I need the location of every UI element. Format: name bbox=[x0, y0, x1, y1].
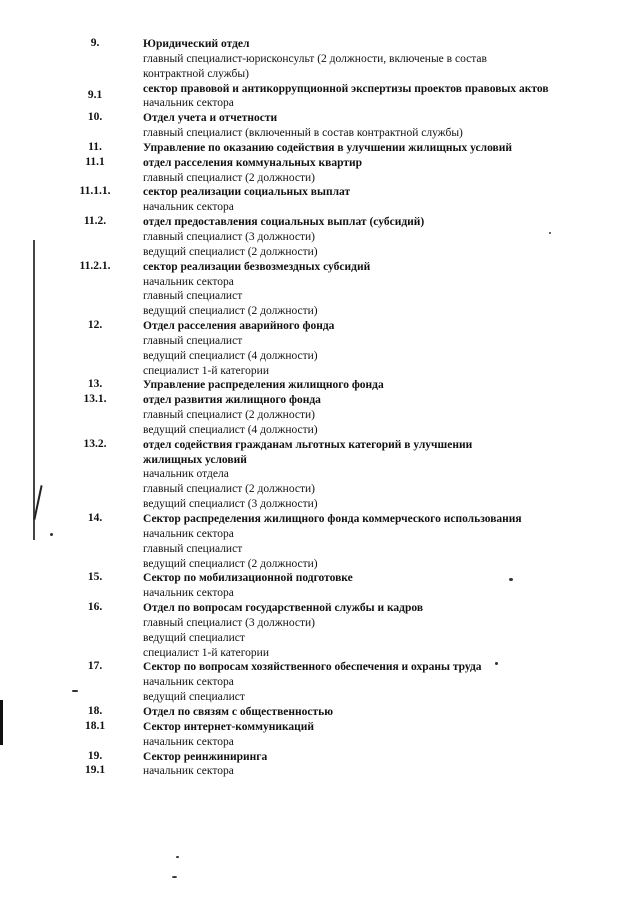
item-number: 11. bbox=[88, 140, 102, 153]
item-number: 11.2.1. bbox=[79, 259, 111, 272]
item-line: ведущий специалист bbox=[143, 691, 245, 704]
item-line: ведущий специалист (3 должности) bbox=[143, 498, 318, 511]
item-line: ведущий специалист (2 должности) bbox=[143, 557, 318, 570]
list-item bbox=[0, 571, 640, 601]
list-item bbox=[0, 393, 640, 438]
item-title: Отдел по связям с общественностью bbox=[143, 705, 334, 718]
item-title: Отдел учета и отчетности bbox=[143, 112, 278, 125]
item-line: начальник сектора bbox=[143, 275, 234, 288]
item-number: 18.1 bbox=[84, 719, 106, 732]
item-title: Сектор по вопросам хозяйственного обеспечения и охраны труда bbox=[143, 661, 482, 674]
item-number: 15. bbox=[87, 571, 103, 584]
list-item bbox=[0, 660, 640, 705]
item-line: ведущий специалист (4 должности) bbox=[143, 423, 318, 436]
item-line: главный специалист (2 должности) bbox=[143, 409, 315, 422]
item-line: начальник сектора bbox=[143, 587, 234, 600]
item-number: 11.1 bbox=[85, 155, 105, 168]
item-title: отдел развития жилищного фонда bbox=[143, 394, 321, 407]
item-line: начальник сектора bbox=[143, 735, 234, 748]
list-item bbox=[0, 705, 640, 720]
item-title: Управление по оказанию содействия в улучшении жилищных условий bbox=[143, 141, 513, 154]
item-line: начальник сектора bbox=[143, 676, 234, 689]
item-line: начальник сектора bbox=[143, 527, 234, 540]
item-number: 13.2. bbox=[83, 437, 107, 450]
item-number: 9. bbox=[90, 37, 100, 49]
list-item bbox=[0, 141, 640, 156]
item-line: главный специалист bbox=[143, 542, 243, 555]
item-number: 11.2. bbox=[83, 215, 107, 228]
item-line: специалист 1-й категории bbox=[143, 364, 269, 377]
item-line: ведущий специалист (4 должности) bbox=[143, 349, 318, 362]
item-number: 16. bbox=[87, 601, 103, 614]
item-title: отдел содействия гражданам льготных категорий в улучшении жилищных условий bbox=[143, 438, 473, 466]
item-line: главный специалист (включенный в состав контрактной службы) bbox=[143, 127, 463, 140]
item-title: сектор реализации безвозмездных субсидий bbox=[143, 260, 371, 273]
item-line: главный специалист (2 должности) bbox=[143, 483, 315, 496]
item-line: главный специалист bbox=[143, 290, 243, 303]
scan-speck bbox=[176, 856, 179, 858]
list-item bbox=[0, 601, 640, 660]
item-number: 10. bbox=[87, 111, 103, 124]
item-line: ведущий специалист bbox=[143, 631, 245, 644]
item-title: Сектор распределения жилищного фонда коммерческого использования bbox=[143, 513, 522, 525]
item-line: начальник сектора bbox=[143, 201, 234, 214]
item-title: отдел предоставления социальных выплат (субсидий) bbox=[143, 216, 425, 229]
item-line: начальник сектора bbox=[143, 97, 234, 110]
item-title: сектор правовой и антикоррупционной экспертизы проектов правовых актов bbox=[143, 82, 549, 95]
item-title: Юридический отдел bbox=[143, 38, 250, 50]
item-line: контрактной службы) bbox=[143, 67, 249, 80]
item-line: главный специалист (3 должности) bbox=[143, 616, 315, 629]
item-title: Сектор по мобилизационной подготовке bbox=[143, 572, 353, 585]
item-number: 19.1 bbox=[84, 764, 106, 777]
item-title: сектор реализации социальных выплат bbox=[143, 186, 351, 199]
item-line: главный специалист (2 должности) bbox=[143, 171, 315, 184]
item-number: 13. bbox=[87, 378, 103, 391]
item-title: отдел расселения коммунальных квартир bbox=[143, 156, 363, 169]
list-item bbox=[0, 156, 640, 186]
item-title: Отдел расселения аварийного фонда bbox=[143, 320, 335, 333]
item-number: 12. bbox=[87, 319, 103, 332]
item-line: главный специалист (3 должности) bbox=[143, 230, 315, 243]
item-title: Управление распределения жилищного фонда bbox=[143, 379, 384, 392]
item-number: 19. bbox=[87, 749, 103, 762]
list-item bbox=[0, 215, 640, 260]
list-item bbox=[0, 764, 640, 779]
list-item bbox=[0, 260, 640, 319]
item-line: главный специалист bbox=[143, 334, 243, 347]
item-title: Отдел по вопросам государственной службы и кадров bbox=[143, 602, 424, 615]
scan-speck bbox=[172, 876, 177, 878]
list-item bbox=[0, 37, 640, 82]
item-number: 14. bbox=[87, 512, 103, 524]
item-line: ведущий специалист (2 должности) bbox=[143, 245, 318, 258]
list-item bbox=[0, 720, 640, 750]
item-title: Сектор реинжиниринга bbox=[143, 750, 268, 763]
list-item bbox=[0, 378, 640, 393]
list-item bbox=[0, 438, 640, 512]
item-line: ведущий специалист (2 должности) bbox=[143, 305, 318, 318]
item-title: Сектор интернет-коммуникаций bbox=[143, 720, 315, 733]
item-line: главный специалист-юрисконсульт (2 должности, включеные в состав bbox=[143, 52, 487, 65]
list-item bbox=[0, 82, 640, 112]
item-line: начальник отдела bbox=[143, 468, 229, 481]
item-number: 18. bbox=[87, 704, 103, 717]
item-number: 11.1.1. bbox=[79, 185, 111, 198]
list-item bbox=[0, 750, 640, 765]
document-content bbox=[0, 37, 640, 779]
item-line: начальник сектора bbox=[143, 765, 234, 778]
item-line: специалист 1-й категории bbox=[143, 646, 269, 659]
list-item bbox=[0, 185, 640, 215]
item-number: 17. bbox=[87, 660, 103, 673]
list-item bbox=[0, 111, 640, 141]
item-number: 13.1. bbox=[83, 393, 107, 406]
item-number: 9.1 bbox=[87, 88, 103, 101]
list-item bbox=[0, 319, 640, 378]
list-item bbox=[0, 512, 640, 571]
